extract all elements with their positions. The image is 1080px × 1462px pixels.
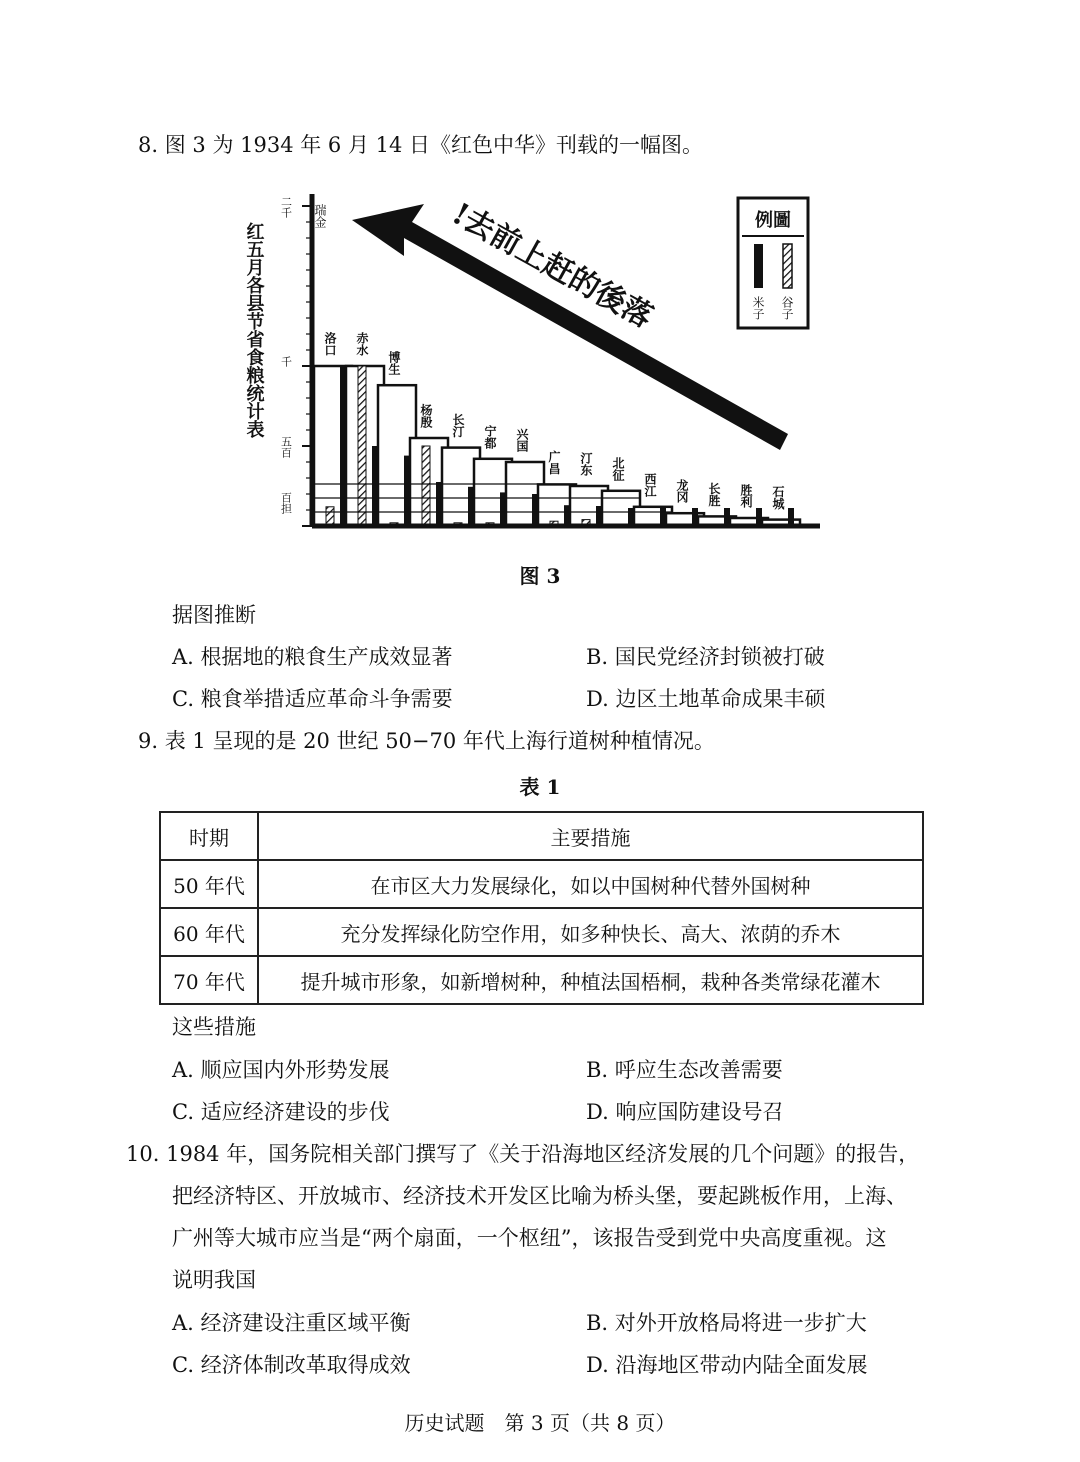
option-label: D. — [586, 1353, 609, 1377]
q10-option-d[interactable] — [586, 1350, 867, 1380]
category-label-西江: 西江 — [643, 472, 657, 497]
y-ticks — [280, 196, 313, 526]
table-cell: 充分发挥绿化防空作用，如多种快长、高大、浓荫的乔木 — [258, 908, 923, 956]
q10-line-1 — [126, 1139, 919, 1169]
option-text: 对外开放格局将进一步扩大 — [614, 1311, 867, 1335]
table-row — [160, 860, 923, 908]
option-text: 根据地的粮食生产成效显著 — [200, 645, 453, 669]
page-footer: 历史试题 第 3 页（共 8 页） — [404, 1411, 676, 1435]
table-header-row — [160, 812, 923, 860]
option-label: C. — [172, 1353, 194, 1377]
q9-option-d[interactable] — [586, 1097, 783, 1127]
q9-stem-line — [138, 726, 715, 756]
q8-option-d[interactable] — [586, 684, 825, 714]
q9-option-a[interactable] — [172, 1055, 390, 1085]
q10-line-2: 把经济特区、开放城市、经济技术开发区比喻为桥头堡，要起跳板作用，上海、 — [172, 1184, 907, 1208]
figure-3-chart — [228, 182, 828, 542]
table-cell: 提升城市形象，如新增树种，种植法国梧桐，栽种各类常绿花灌木 — [258, 956, 923, 1004]
measures-table — [159, 811, 924, 1005]
table-caption: 表 1 — [519, 775, 561, 799]
legend-label-solid: 米子 — [751, 296, 765, 320]
option-label: C. — [172, 1100, 194, 1124]
banner-arrow — [352, 204, 788, 450]
q10-option-c[interactable] — [172, 1350, 411, 1380]
q9-number: 9. — [138, 729, 159, 753]
category-label-北征: 北征 — [611, 456, 625, 481]
category-label-广昌: 广昌 — [547, 450, 561, 475]
y-tick-label: 千 — [279, 356, 293, 367]
legend — [738, 198, 808, 328]
category-label-汀东: 汀东 — [579, 452, 593, 476]
banner-text: !去前上赶的後落 — [446, 196, 659, 336]
legend-swatch-hatched — [783, 244, 792, 288]
y-tick-label: 百担 — [279, 492, 293, 514]
table-row — [160, 908, 923, 956]
q9-prompt: 这些措施 — [172, 1015, 256, 1039]
bar-grain-赤水 — [358, 366, 366, 526]
option-label: B. — [586, 1311, 609, 1335]
table-cell: 在市区大力发展绿化，如以中国树种代替外国树种 — [258, 860, 923, 908]
chart-title-text: 红五月各县节省食粮统计表 — [243, 222, 265, 438]
q10-text: 1984 年，国务院相关部门撰写了《关于沿海地区经济发展的几个问题》的报告， — [166, 1142, 920, 1166]
q8-number: 8. — [138, 133, 159, 157]
bar-rice-石城 — [788, 508, 794, 526]
table-cell: 60 年代 — [160, 908, 258, 956]
q9-stem: 表 1 呈现的是 20 世纪 50−70 年代上海行道树种植情况。 — [164, 729, 715, 753]
option-text: 呼应生态改善需要 — [614, 1058, 783, 1082]
category-label-洛口: 洛口 — [323, 332, 337, 356]
table-header-cell: 主要措施 — [258, 812, 923, 860]
table-cell: 50 年代 — [160, 860, 258, 908]
q10-option-b[interactable] — [586, 1308, 867, 1338]
q8-stem-line — [138, 130, 703, 160]
category-label-长汀: 长汀 — [451, 413, 465, 438]
option-label: A. — [172, 1311, 194, 1335]
q8-option-b[interactable] — [586, 642, 825, 672]
goal-label: 瑞金 — [313, 204, 327, 228]
option-text: 响应国防建设号召 — [615, 1100, 784, 1124]
option-text: 经济体制改革取得成效 — [200, 1353, 411, 1377]
option-text: 粮食举措适应革命斗争需要 — [200, 687, 453, 711]
legend-title: 例圖 — [755, 210, 791, 231]
category-label-赤水: 赤水 — [355, 332, 369, 356]
table-cell: 70 年代 — [160, 956, 258, 1004]
y-tick-label: 二千 — [279, 196, 293, 218]
option-label: B. — [586, 645, 609, 669]
option-text: 顺应国内外形势发展 — [200, 1058, 390, 1082]
option-text: 沿海地区带动内陆全面发展 — [615, 1353, 868, 1377]
q8-stem: 图 3 为 1934 年 6 月 14 日《红色中华》刊载的一幅图。 — [164, 133, 704, 157]
chart-title — [244, 222, 265, 439]
q10-line-4: 说明我国 — [172, 1268, 256, 1292]
category-label-兴国: 兴国 — [515, 428, 529, 452]
legend-swatch-solid — [754, 244, 763, 288]
option-label: A. — [172, 1058, 194, 1082]
category-label-杨殷: 杨殷 — [419, 404, 433, 428]
category-label-博生: 博生 — [387, 351, 401, 376]
q10-number: 10. — [126, 1142, 160, 1166]
category-label-长胜: 长胜 — [707, 482, 721, 507]
category-label-龙冈: 龙冈 — [675, 479, 689, 504]
category-label-胜利: 胜利 — [739, 484, 753, 508]
option-label: C. — [172, 687, 194, 711]
option-text: 适应经济建设的步伐 — [200, 1100, 390, 1124]
q8-option-c[interactable] — [172, 684, 453, 714]
figure-caption: 图 3 — [519, 564, 561, 588]
q10-option-a[interactable] — [172, 1308, 411, 1338]
y-tick-label: 五百 — [279, 436, 293, 458]
bar-grain-洛口 — [326, 507, 334, 526]
option-label: D. — [586, 1100, 609, 1124]
legend-label-hatched: 谷子 — [780, 296, 794, 320]
table-header-cell: 时期 — [160, 812, 258, 860]
category-label-宁都: 宁都 — [483, 424, 497, 449]
q10-line-3: 广州等大城市应当是“两个扇面，一个枢纽”，该报告受到党中央高度重视。这 — [172, 1226, 887, 1250]
category-label-石城: 石城 — [771, 485, 785, 510]
q9-option-b[interactable] — [586, 1055, 783, 1085]
option-label: D. — [586, 687, 609, 711]
option-text: 国民党经济封锁被打破 — [614, 645, 825, 669]
option-text: 经济建设注重区域平衡 — [200, 1311, 411, 1335]
q8-prompt: 据图推断 — [172, 603, 256, 627]
q9-option-c[interactable] — [172, 1097, 390, 1127]
bar-grain-杨殷 — [422, 446, 430, 526]
option-text: 边区土地革命成果丰硕 — [615, 687, 826, 711]
option-label: A. — [172, 645, 194, 669]
q8-option-a[interactable] — [172, 642, 453, 672]
option-label: B. — [586, 1058, 609, 1082]
bars — [314, 366, 800, 526]
table-row — [160, 956, 923, 1004]
